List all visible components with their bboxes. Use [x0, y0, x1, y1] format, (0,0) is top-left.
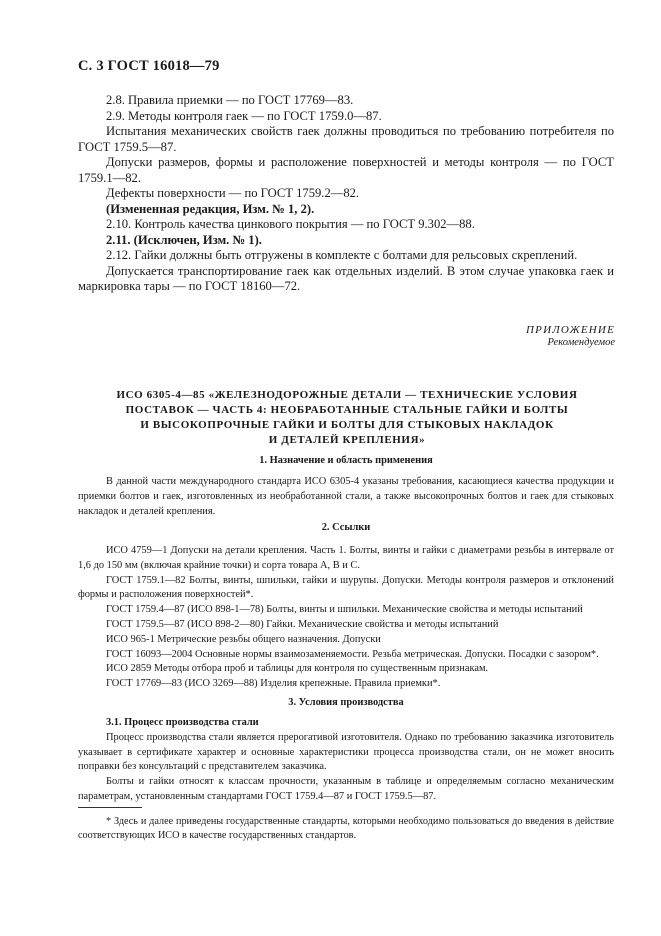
- section1-heading: 1. Назначение и область применения: [259, 455, 433, 466]
- footnote: [78, 815, 614, 843]
- reference-item: ИСО 965-1 Метрические резьбы общего назначения. Допуски: [106, 633, 381, 645]
- clause-tolerances: Допуски размеров, формы и расположение поверхностей и методы контроля — по ГОСТ 1759.1—82.: [78, 155, 614, 185]
- reference-item: ГОСТ 1759.1—82 Болты, винты, шпильки, гайки и шурупы. Допуски. Методы контроля размеров и отклонений формы и расположения поверхностей*.: [78, 574, 614, 601]
- section3-body: [78, 716, 614, 805]
- section3-paragraph: Болты и гайки относят к классам прочности, указанным в таблице и определяемым согласно механическим параметрам, установленным стандартами ГОСТ 1759.4—87 и ГОСТ 1759.5—87.: [78, 776, 614, 802]
- document-title: [90, 388, 604, 448]
- clause-2-10: 2.10. Контроль качества цинкового покрытия — по ГОСТ 9.302—88.: [106, 217, 475, 231]
- reference-item: ГОСТ 1759.5—87 (ИСО 898-2—80) Гайки. Механические свойства и методы испытаний: [106, 618, 499, 630]
- clause-2-11: 2.11. (Исключен, Изм. № 1).: [106, 232, 262, 247]
- amendment-note: (Измененная редакция, Изм. № 1, 2).: [106, 201, 315, 216]
- clause-2-9: 2.9. Методы контроля гаек — по ГОСТ 1759.0—87.: [106, 108, 382, 123]
- reference-item: ГОСТ 16093—2004 Основные нормы взаимозаменяемости. Резьба метрическая. Допуски. Посадки с зазором*.: [106, 648, 599, 660]
- title-line: И ВЫСОКОПРОЧНЫЕ ГАЙКИ И БОЛТЫ ДЛЯ СТЫКОВЫХ НАКЛАДОК: [140, 419, 554, 431]
- clause-surface-defects: Дефекты поверхности — по ГОСТ 1759.2—82.: [106, 186, 360, 200]
- clause-2-8: 2.8. Правила приемки — по ГОСТ 17769—83.: [106, 93, 354, 107]
- clause-2-12: 2.12. Гайки должны быть отгружены в комплекте с болтами для рельсовых скреплений.: [106, 248, 578, 262]
- section3-heading: 3. Условия производства: [288, 697, 404, 708]
- title-line: ИСО 6305-4—85 «ЖЕЛЕЗНОДОРОЖНЫЕ ДЕТАЛИ — ТЕХНИЧЕСКИЕ УСЛОВИЯ: [116, 389, 578, 401]
- title-line: И ДЕТАЛЕЙ КРЕПЛЕНИЯ»: [268, 434, 426, 446]
- page-header: С. 3 ГОСТ 16018—79: [78, 58, 220, 74]
- title-line: ПОСТАВОК — ЧАСТЬ 4: НЕОБРАБОТАННЫЕ СТАЛЬНЫЕ ГАЙКИ И БОЛТЫ: [125, 404, 569, 416]
- appendix-label: ПРИЛОЖЕНИЕ: [526, 324, 615, 336]
- appendix-status: Рекомендуемое: [547, 337, 615, 348]
- reference-item: ГОСТ 1759.4—87 (ИСО 898-1—78) Болты, винты и шпильки. Механические свойства и методы испытаний: [106, 604, 583, 616]
- section3-paragraph: Процесс производства стали является прерогативой изготовителя. Однако по требованию заказчика изготовитель указывает в сертификате характер и основные характеристики процесса производства стали, он не может вносить поправки без консультаций с представителем заказчика.: [78, 731, 614, 773]
- footnote-divider: [78, 807, 142, 808]
- section1-text: В данной части международного стандарта ИСО 6305-4 указаны требования, касающиеся качества продукции и приемки болтов и гаек, изготовленных из необработанной стали, а также высокопрочных болтов и гаек для стыковых накладок и деталей крепления.: [78, 476, 614, 517]
- clause-list: [78, 93, 614, 295]
- clause-transport: Допускается транспортирование гаек как отдельных изделий. В этом случае упаковка гаек и маркировка тары — по ГОСТ 18160—72.: [78, 263, 614, 293]
- reference-item: ИСО 4759—1 Допуски на детали крепления. Часть 1. Болты, винты и гайки с диаметрами резьбы в интервале от 1,6 до 150 мм (включая крайние точки) и сорта товара А, В и С.: [78, 545, 614, 571]
- subsection-3-1-heading: 3.1. Процесс производства стали: [106, 717, 259, 728]
- clause-mech-tests: Испытания механических свойств гаек должны проводиться по требованию потребителя по ГОСТ 1759.5—87.: [78, 124, 614, 154]
- footnote-text: * Здесь и далее приведены государственные стандарты, которыми необходимо пользоваться до введения в действие соответствующих ИСО в качестве государственных стандартов.: [78, 816, 614, 841]
- section2-heading: 2. Ссылки: [321, 522, 371, 533]
- section1-body: [78, 475, 614, 519]
- references-list: [78, 544, 614, 692]
- reference-item: ИСО 2859 Методы отбора проб и таблицы для контроля по существенным признакам.: [106, 663, 489, 675]
- reference-item: ГОСТ 17769—83 (ИСО 3269—88) Изделия крепежные. Правила приемки*.: [106, 678, 441, 690]
